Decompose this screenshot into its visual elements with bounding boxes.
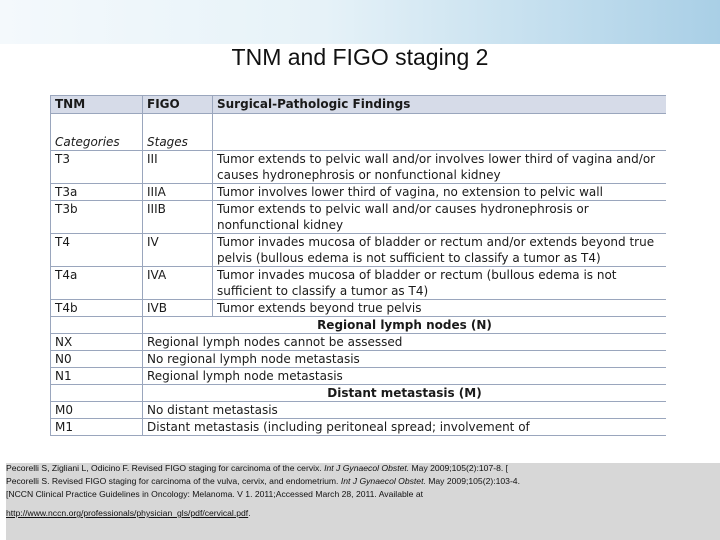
reference-1-citation: May 2009;105(2):107-8. [ bbox=[409, 463, 509, 473]
table-row bbox=[51, 184, 667, 201]
reference-2-text: Pecorelli S. Revised FIGO staging for carcinoma of the vulva, cervix, and endometrium. bbox=[6, 476, 341, 486]
tnm-cell: T3a bbox=[51, 184, 143, 201]
figo-cell: IVB bbox=[143, 300, 213, 317]
meta-code-cell: M0 bbox=[51, 402, 143, 419]
staging-table bbox=[50, 95, 666, 436]
finding-cell: Tumor extends beyond true pelvis bbox=[213, 300, 667, 317]
figo-cell: III bbox=[143, 151, 213, 184]
node-code-cell: N0 bbox=[51, 351, 143, 368]
table-row bbox=[51, 267, 667, 300]
section-heading-nodes: Regional lymph nodes (N) bbox=[143, 317, 667, 334]
figo-cell: IV bbox=[143, 234, 213, 267]
finding-cell: Tumor extends to pelvic wall and/or causes hydronephrosis or nonfunctional kidney bbox=[213, 201, 667, 234]
title-band bbox=[0, 0, 720, 44]
table-row bbox=[51, 334, 667, 351]
tnm-cell: T4 bbox=[51, 234, 143, 267]
node-code-cell: N1 bbox=[51, 368, 143, 385]
figo-cell: IIIB bbox=[143, 201, 213, 234]
table-row bbox=[51, 300, 667, 317]
table-row bbox=[51, 201, 667, 234]
references-box bbox=[6, 463, 720, 540]
table-row bbox=[51, 234, 667, 267]
table-row bbox=[51, 151, 667, 184]
node-text-cell: Regional lymph nodes cannot be assessed bbox=[143, 334, 667, 351]
section-row-nodes bbox=[51, 317, 667, 334]
header-findings: Surgical-Pathologic Findings bbox=[213, 96, 667, 114]
reference-link-line bbox=[6, 508, 251, 519]
meta-text-cell: No distant metastasis bbox=[143, 402, 667, 419]
table-row bbox=[51, 368, 667, 385]
meta-text-cell: Distant metastasis (including peritoneal spread; involvement of bbox=[143, 419, 667, 436]
slide-title: TNM and FIGO staging 2 bbox=[231, 44, 489, 70]
table-row bbox=[51, 351, 667, 368]
figo-cell: IVA bbox=[143, 267, 213, 300]
reference-2 bbox=[6, 476, 520, 487]
section-heading-metastasis: Distant metastasis (M) bbox=[143, 385, 667, 402]
finding-cell: Tumor invades mucosa of bladder or rectum (bullous edema is not sufficient to classify a tumor as T4) bbox=[213, 267, 667, 300]
section-row-metastasis bbox=[51, 385, 667, 402]
link-suffix: . bbox=[248, 508, 251, 518]
reference-1-text: Pecorelli S, Zigliani L, Odicino F. Revised FIGO staging for carcinoma of the cervix. bbox=[6, 463, 325, 473]
header-figo: FIGO bbox=[143, 96, 213, 114]
tnm-cell: T4b bbox=[51, 300, 143, 317]
node-text-cell: No regional lymph node metastasis bbox=[143, 351, 667, 368]
figo-cell: IIIA bbox=[143, 184, 213, 201]
subheader-stages: Stages bbox=[143, 134, 213, 151]
reference-1-journal: Int J Gynaecol Obstet. bbox=[324, 463, 410, 473]
nccn-link[interactable]: http://www.nccn.org/professionals/physician_gls/pdf/cervical.pdf bbox=[6, 508, 249, 518]
tnm-cell: T3 bbox=[51, 151, 143, 184]
subheader-categories: Categories bbox=[51, 134, 143, 151]
reference-2-journal: Int J Gynaecol Obstet. bbox=[340, 476, 426, 486]
finding-cell: Tumor involves lower third of vagina, no extension to pelvic wall bbox=[213, 184, 667, 201]
subheader-row bbox=[51, 134, 667, 151]
tnm-cell: T3b bbox=[51, 201, 143, 234]
finding-cell: Tumor invades mucosa of bladder or rectum and/or extends beyond true pelvis (bullous edema is not sufficient to classify a tumor as T4) bbox=[213, 234, 667, 267]
header-tnm: TNM bbox=[51, 96, 143, 114]
node-text-cell: Regional lymph node metastasis bbox=[143, 368, 667, 385]
reference-1 bbox=[6, 463, 508, 474]
node-code-cell: NX bbox=[51, 334, 143, 351]
blank-row bbox=[51, 114, 667, 134]
table-row bbox=[51, 402, 667, 419]
finding-cell: Tumor extends to pelvic wall and/or involves lower third of vagina and/or causes hydronephrosis or nonfunctional kidney bbox=[213, 151, 667, 184]
tnm-cell: T4a bbox=[51, 267, 143, 300]
staging-table-image bbox=[50, 95, 666, 463]
table-row bbox=[51, 419, 667, 436]
table-header-row bbox=[51, 96, 667, 114]
meta-code-cell: M1 bbox=[51, 419, 143, 436]
reference-2-citation: May 2009;105(2):103-4. bbox=[425, 476, 520, 486]
reference-3: [NCCN Clinical Practice Guidelines in Oncology: Melanoma. V 1. 2011;Accessed March 28, 2011. Available at bbox=[6, 489, 424, 499]
